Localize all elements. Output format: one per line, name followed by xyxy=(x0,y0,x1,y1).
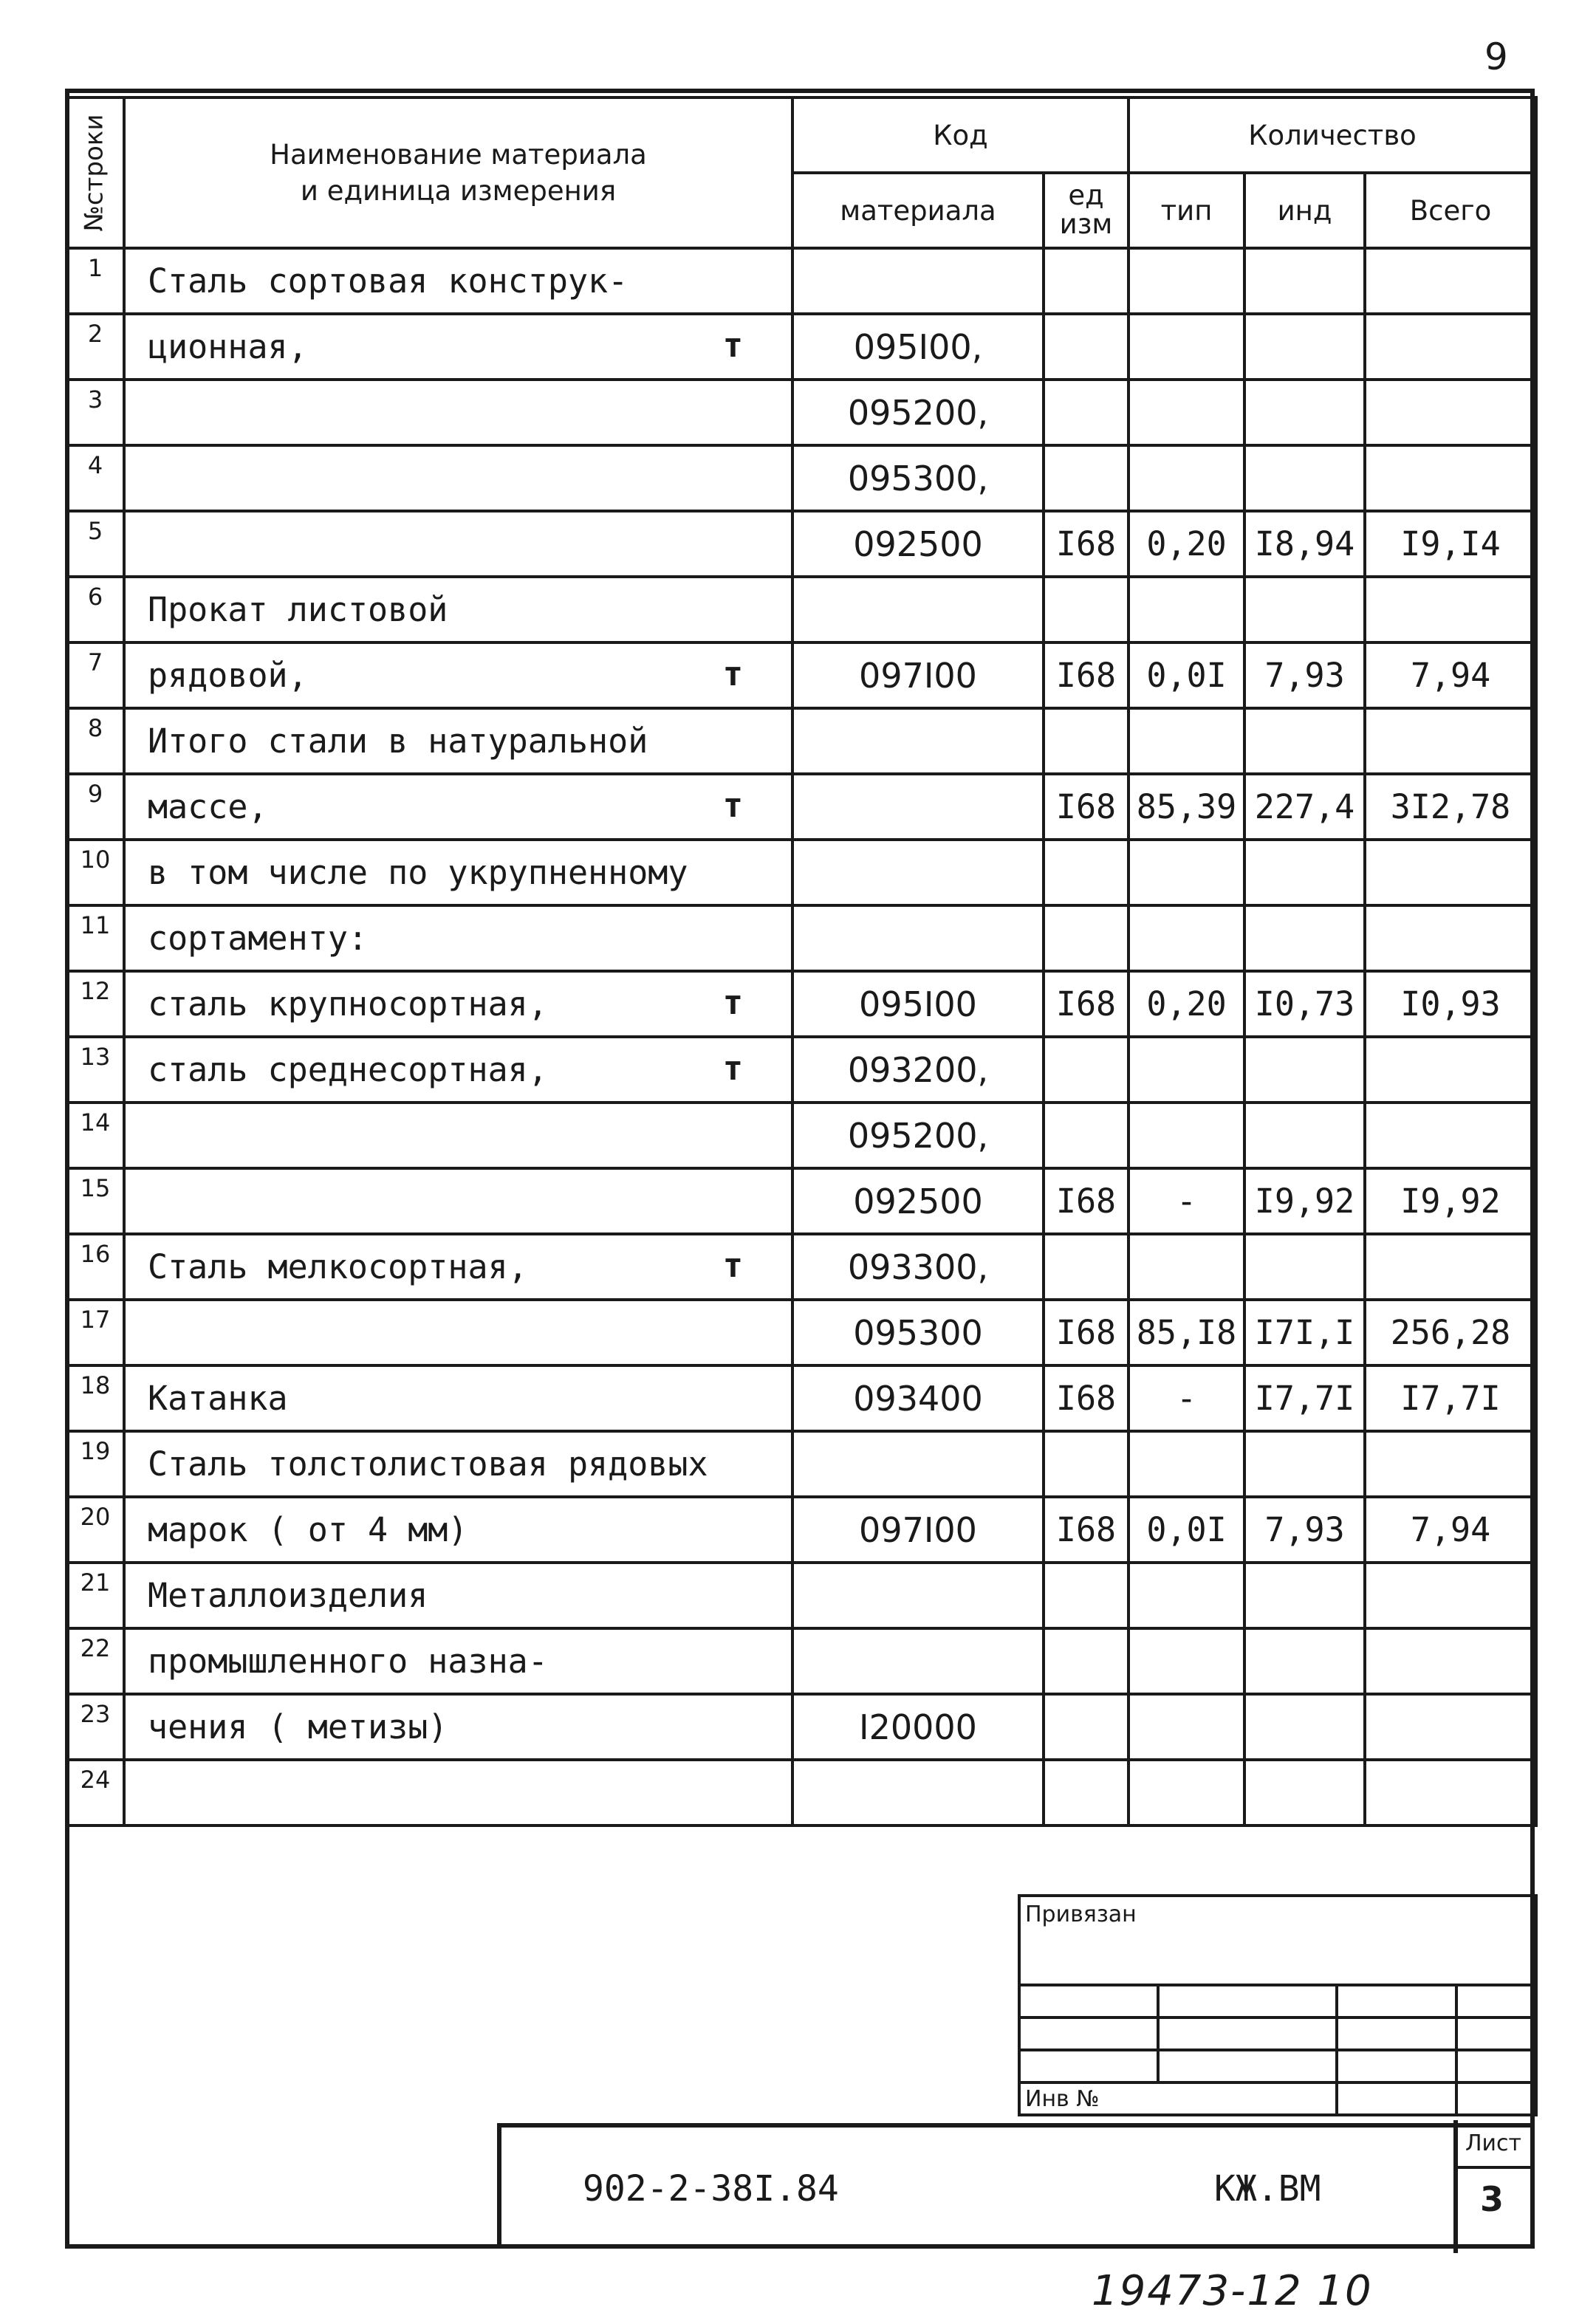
material-code: 095200, xyxy=(792,1103,1044,1168)
row-number-header: №строки xyxy=(66,97,124,248)
quantity-total xyxy=(1365,1234,1536,1300)
quantity-type xyxy=(1128,1431,1244,1497)
quantity-ind xyxy=(1244,708,1365,774)
row-number: 11 xyxy=(66,905,124,971)
quantity-total xyxy=(1365,1037,1536,1103)
material-name xyxy=(124,1103,792,1168)
table-row xyxy=(66,1497,1536,1563)
material-name: чения ( метизы) xyxy=(124,1694,792,1760)
unit-code: I68 xyxy=(1044,1365,1128,1431)
quantity-type: 0,20 xyxy=(1128,971,1244,1037)
quantity-ind: I7,7I xyxy=(1244,1365,1365,1431)
unit-code: I68 xyxy=(1044,642,1128,708)
row-number: 20 xyxy=(66,1497,124,1563)
unit-code xyxy=(1044,314,1128,380)
row-number: 12 xyxy=(66,971,124,1037)
code-material-header: материала xyxy=(792,173,1044,248)
row-number: 23 xyxy=(66,1694,124,1760)
unit-label: т xyxy=(722,1049,743,1088)
material-name xyxy=(124,1760,792,1825)
quantity-header: Количество xyxy=(1128,97,1536,173)
row-number: 22 xyxy=(66,1628,124,1694)
unit-label: т xyxy=(722,654,743,693)
row-number: 6 xyxy=(66,577,124,642)
material-name: промышленного назна- xyxy=(124,1628,792,1694)
inv-label: Инв № xyxy=(1019,2082,1337,2115)
table-row xyxy=(66,905,1536,971)
sheet-label: Лист xyxy=(1465,2130,1522,2156)
unit-code xyxy=(1044,445,1128,511)
quantity-type xyxy=(1128,1103,1244,1168)
material-code: 093300, xyxy=(792,1234,1044,1300)
row-number: 5 xyxy=(66,511,124,577)
unit-code xyxy=(1044,1760,1128,1825)
quantity-total xyxy=(1365,577,1536,642)
quantity-type: 0,0I xyxy=(1128,1497,1244,1563)
row-number: 8 xyxy=(66,708,124,774)
quantity-ind: I9,92 xyxy=(1244,1168,1365,1234)
table-row xyxy=(66,1037,1536,1103)
quantity-type xyxy=(1128,577,1244,642)
unit-label: т xyxy=(722,983,743,1022)
quantity-total: 3I2,78 xyxy=(1365,774,1536,840)
ind-header: инд xyxy=(1244,173,1365,248)
title-block-grid xyxy=(1018,1894,1538,2116)
material-name: рядовой, т xyxy=(124,642,792,708)
quantity-type xyxy=(1128,1760,1244,1825)
unit-code: I68 xyxy=(1044,1300,1128,1365)
quantity-ind xyxy=(1244,1037,1365,1103)
material-name: Металлоизделия xyxy=(124,1563,792,1628)
quantity-total xyxy=(1365,1628,1536,1694)
unit-code xyxy=(1044,577,1128,642)
row-number: 4 xyxy=(66,445,124,511)
unit-label: т xyxy=(722,1246,743,1285)
material-name: Сталь мелкосортная, т xyxy=(124,1234,792,1300)
table-body xyxy=(66,248,1536,1825)
quantity-total: I9,I4 xyxy=(1365,511,1536,577)
quantity-ind: I7I,I xyxy=(1244,1300,1365,1365)
quantity-ind xyxy=(1244,1563,1365,1628)
table-row xyxy=(66,1563,1536,1628)
quantity-ind xyxy=(1244,1234,1365,1300)
material-code xyxy=(792,1628,1044,1694)
unit-code xyxy=(1044,1694,1128,1760)
quantity-total: 256,28 xyxy=(1365,1300,1536,1365)
quantity-total: 7,94 xyxy=(1365,1497,1536,1563)
quantity-ind xyxy=(1244,380,1365,445)
unit-code: I68 xyxy=(1044,1168,1128,1234)
material-code: 095I00 xyxy=(792,971,1044,1037)
handwritten-note: 19473-12 10 xyxy=(1092,2267,1373,2315)
row-number: 14 xyxy=(66,1103,124,1168)
quantity-total xyxy=(1365,840,1536,905)
quantity-type: - xyxy=(1128,1168,1244,1234)
unit-code xyxy=(1044,1037,1128,1103)
table-row xyxy=(66,445,1536,511)
table-row xyxy=(66,971,1536,1037)
quantity-type xyxy=(1128,1234,1244,1300)
material-name: в том числе по укрупненному xyxy=(124,840,792,905)
quantity-total: I0,93 xyxy=(1365,971,1536,1037)
table-row xyxy=(66,774,1536,840)
quantity-total xyxy=(1365,314,1536,380)
quantity-ind xyxy=(1244,905,1365,971)
quantity-ind xyxy=(1244,577,1365,642)
quantity-total xyxy=(1365,905,1536,971)
quantity-total xyxy=(1365,380,1536,445)
unit-code: I68 xyxy=(1044,971,1128,1037)
total-header: Всего xyxy=(1365,173,1536,248)
material-code xyxy=(792,1760,1044,1825)
material-code: 093200, xyxy=(792,1037,1044,1103)
material-code: 092500 xyxy=(792,1168,1044,1234)
row-number: 10 xyxy=(66,840,124,905)
quantity-type xyxy=(1128,1037,1244,1103)
unit-code xyxy=(1044,1628,1128,1694)
quantity-ind xyxy=(1244,445,1365,511)
material-code: 095300 xyxy=(792,1300,1044,1365)
material-name: Катанка xyxy=(124,1365,792,1431)
quantity-total: I7,7I xyxy=(1365,1365,1536,1431)
table-row xyxy=(66,642,1536,708)
row-number: 7 xyxy=(66,642,124,708)
quantity-type xyxy=(1128,1694,1244,1760)
table-row xyxy=(66,1168,1536,1234)
quantity-type: 0,20 xyxy=(1128,511,1244,577)
quantity-type xyxy=(1128,380,1244,445)
material-code xyxy=(792,1563,1044,1628)
material-name xyxy=(124,511,792,577)
title-stamp xyxy=(497,2123,1535,2249)
row-number: 24 xyxy=(66,1760,124,1825)
quantity-type: - xyxy=(1128,1365,1244,1431)
material-name: Сталь толстолистовая рядовых xyxy=(124,1431,792,1497)
unit-header: ед изм xyxy=(1044,173,1128,248)
quantity-type: 0,0I xyxy=(1128,642,1244,708)
quantity-total xyxy=(1365,1760,1536,1825)
materials-table xyxy=(65,96,1538,1827)
row-number: 21 xyxy=(66,1563,124,1628)
table-row xyxy=(66,511,1536,577)
quantity-type xyxy=(1128,445,1244,511)
table-row xyxy=(66,577,1536,642)
quantity-total xyxy=(1365,248,1536,314)
unit-label: т xyxy=(722,326,743,365)
material-name: сортаменту: xyxy=(124,905,792,971)
material-name: ционная, т xyxy=(124,314,792,380)
material-name: Сталь сортовая конструк- xyxy=(124,248,792,314)
quantity-type xyxy=(1128,905,1244,971)
quantity-type xyxy=(1128,314,1244,380)
quantity-type: 85,I8 xyxy=(1128,1300,1244,1365)
table-row xyxy=(66,380,1536,445)
table-row xyxy=(66,1694,1536,1760)
attached-label: Привязан xyxy=(1019,1896,1536,1985)
document-code: КЖ.ВМ xyxy=(1214,2168,1321,2209)
quantity-ind xyxy=(1244,1694,1365,1760)
row-number: 2 xyxy=(66,314,124,380)
quantity-type xyxy=(1128,840,1244,905)
row-number: 3 xyxy=(66,380,124,445)
table-row xyxy=(66,1760,1536,1825)
quantity-ind xyxy=(1244,840,1365,905)
document-number: 902-2-38I.84 xyxy=(583,2168,839,2209)
unit-code xyxy=(1044,380,1128,445)
material-code xyxy=(792,840,1044,905)
quantity-total xyxy=(1365,445,1536,511)
material-code: 092500 xyxy=(792,511,1044,577)
material-name xyxy=(124,445,792,511)
table-row xyxy=(66,1234,1536,1300)
material-name-header: Наименование материала и единица измерения xyxy=(124,97,792,248)
quantity-ind xyxy=(1244,1628,1365,1694)
quantity-ind: 227,4 xyxy=(1244,774,1365,840)
material-name: Прокат листовой xyxy=(124,577,792,642)
material-code: 095200, xyxy=(792,380,1044,445)
quantity-type xyxy=(1128,1563,1244,1628)
quantity-ind: I8,94 xyxy=(1244,511,1365,577)
quantity-ind xyxy=(1244,1431,1365,1497)
material-name xyxy=(124,380,792,445)
sheet-divider xyxy=(1458,2166,1535,2169)
material-code: 097I00 xyxy=(792,642,1044,708)
unit-code xyxy=(1044,1234,1128,1300)
quantity-total xyxy=(1365,1103,1536,1168)
row-number: 9 xyxy=(66,774,124,840)
quantity-total: I9,92 xyxy=(1365,1168,1536,1234)
unit-code xyxy=(1044,1563,1128,1628)
unit-code: I68 xyxy=(1044,1497,1128,1563)
sheet-box xyxy=(1453,2120,1535,2253)
unit-code xyxy=(1044,905,1128,971)
table-row xyxy=(66,1628,1536,1694)
table-row xyxy=(66,1103,1536,1168)
row-number: 18 xyxy=(66,1365,124,1431)
quantity-total xyxy=(1365,708,1536,774)
material-name: сталь крупносортная, т xyxy=(124,971,792,1037)
unit-code xyxy=(1044,1431,1128,1497)
material-code xyxy=(792,774,1044,840)
sheet-number: 3 xyxy=(1480,2179,1504,2219)
material-name: сталь среднесортная, т xyxy=(124,1037,792,1103)
unit-code xyxy=(1044,248,1128,314)
material-code xyxy=(792,577,1044,642)
quantity-ind xyxy=(1244,314,1365,380)
quantity-total xyxy=(1365,1694,1536,1760)
material-code xyxy=(792,708,1044,774)
table-row xyxy=(66,1300,1536,1365)
material-name: массе, т xyxy=(124,774,792,840)
material-name: Итого стали в натуральной xyxy=(124,708,792,774)
material-code: 093400 xyxy=(792,1365,1044,1431)
material-code: 095300, xyxy=(792,445,1044,511)
unit-code xyxy=(1044,840,1128,905)
quantity-type: 85,39 xyxy=(1128,774,1244,840)
material-code xyxy=(792,1431,1044,1497)
unit-code: I68 xyxy=(1044,774,1128,840)
quantity-ind: 7,93 xyxy=(1244,642,1365,708)
row-number: 17 xyxy=(66,1300,124,1365)
quantity-ind: I0,73 xyxy=(1244,971,1365,1037)
quantity-ind xyxy=(1244,1760,1365,1825)
quantity-ind: 7,93 xyxy=(1244,1497,1365,1563)
unit-code xyxy=(1044,708,1128,774)
material-name xyxy=(124,1300,792,1365)
material-code xyxy=(792,248,1044,314)
table-row xyxy=(66,840,1536,905)
quantity-total xyxy=(1365,1563,1536,1628)
type-header: тип xyxy=(1128,173,1244,248)
material-name xyxy=(124,1168,792,1234)
unit-label: т xyxy=(722,786,743,825)
table-row xyxy=(66,248,1536,314)
quantity-ind xyxy=(1244,1103,1365,1168)
quantity-type xyxy=(1128,1628,1244,1694)
unit-code: I68 xyxy=(1044,511,1128,577)
quantity-ind xyxy=(1244,248,1365,314)
page-number: 9 xyxy=(1484,35,1508,78)
material-code: I20000 xyxy=(792,1694,1044,1760)
row-number: 15 xyxy=(66,1168,124,1234)
table-row xyxy=(66,1365,1536,1431)
row-number: 1 xyxy=(66,248,124,314)
code-header: Код xyxy=(792,97,1128,173)
quantity-type xyxy=(1128,708,1244,774)
table-row xyxy=(66,708,1536,774)
unit-code xyxy=(1044,1103,1128,1168)
quantity-total xyxy=(1365,1431,1536,1497)
material-name: марок ( от 4 мм) xyxy=(124,1497,792,1563)
material-code: 095I00, xyxy=(792,314,1044,380)
row-number: 16 xyxy=(66,1234,124,1300)
row-number: 13 xyxy=(66,1037,124,1103)
table-row xyxy=(66,1431,1536,1497)
material-code: 097I00 xyxy=(792,1497,1044,1563)
table-row xyxy=(66,314,1536,380)
row-number: 19 xyxy=(66,1431,124,1497)
material-code xyxy=(792,905,1044,971)
quantity-total: 7,94 xyxy=(1365,642,1536,708)
quantity-type xyxy=(1128,248,1244,314)
